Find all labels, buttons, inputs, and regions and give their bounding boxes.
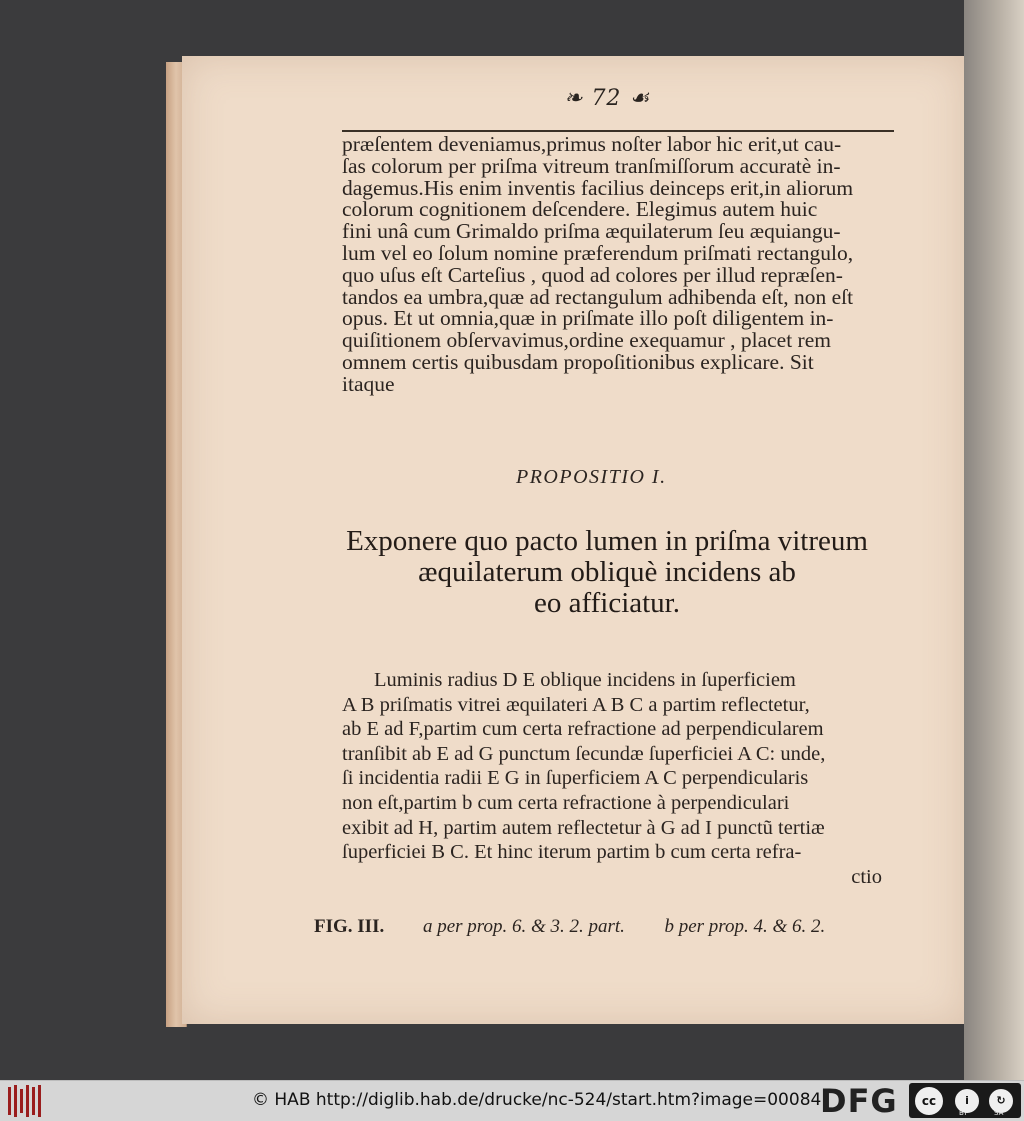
body-line: dagemus.His enim inventis facilius deinceps erit,in aliorum	[342, 175, 854, 200]
footnote-b: b per prop. 4. & 6. 2.	[664, 916, 826, 937]
title-line: Exponere quo pacto lumen in priſma vitreum	[346, 525, 868, 557]
catchword: ctio	[851, 865, 882, 888]
paragraph-line: A B priſmatis vitrei æquilateri A B C a partim reflectetur,	[342, 693, 810, 716]
scanner-background-left	[0, 0, 190, 1080]
cc-icon: cc	[913, 1085, 945, 1117]
figure-reference: FIG. III.	[314, 916, 385, 937]
paragraph-line: ſuperficiei B C. Et hinc iterum partim b cum certa refra-	[342, 841, 802, 864]
scanner-background-right	[964, 0, 1024, 1080]
proposition-heading: PROPOSITIO I.	[516, 466, 667, 488]
footnote-a: a per prop. 6. & 3. 2. part.	[422, 916, 625, 937]
paragraph-line: Luminis radius D E oblique incidens in ſuperficiem	[374, 669, 796, 691]
source-link[interactable]: © HAB http://diglib.hab.de/drucke/nc-524/start.htm?image=00084	[252, 1090, 822, 1110]
footnote	[314, 916, 825, 938]
body-line: tandos ea umbra,quæ ad rectangulum adhibenda eſt, non eſt	[342, 284, 854, 309]
body-line: quiſitionem obſervavimus,ordine exequamur , placet rem	[342, 328, 831, 353]
paragraph-line: tranſibit ab E ad G punctum ſecundæ ſuperficiei A C: unde,	[342, 742, 826, 765]
ornament-left-icon: ❧	[564, 86, 592, 111]
viewer-footer	[0, 1080, 1024, 1121]
body-line: fini unâ cum Grimaldo priſma æquilaterum ſeu æquiangu-	[342, 219, 841, 244]
title-line: æquilaterum obliquè incidens ab	[418, 556, 796, 588]
body-line: itaque	[342, 371, 395, 396]
body-text	[342, 134, 897, 396]
body-line: præſentem deveniamus,primus noſter labor hic erit,ut cau-	[342, 132, 842, 156]
paragraph-line: ſi incidentia radii E G in ſuperficiem A C perpendicularis	[342, 767, 809, 790]
dfg-logo: DFG	[820, 1082, 898, 1120]
hab-logo-icon	[6, 1085, 46, 1117]
license-sa-label: SA	[994, 1109, 1004, 1117]
body-line: colorum cognitionem deſcendere. Elegimus autem huic	[342, 197, 818, 222]
ornament-right-icon: ☙	[621, 86, 651, 111]
paragraph-line: exibit ad H, partim autem reflectetur à G ad I punctũ tertiæ	[342, 816, 825, 839]
attribution-icon: i	[953, 1087, 981, 1115]
title-line: eo afficiatur.	[533, 587, 680, 619]
paragraph-line: non eſt,partim b cum certa refractione à perpendiculari	[342, 791, 790, 814]
body-line: lum vel eo ſolum nomine præferendum priſmati rectangulo,	[342, 240, 854, 265]
share-alike-icon: ↻	[987, 1087, 1015, 1115]
page-number: ❧ 72 ☙	[564, 86, 651, 111]
paragraph-line: ab E ad F,partim cum certa refractione ad perpendicularem	[342, 718, 824, 741]
cc-license-badge[interactable]	[909, 1083, 1021, 1118]
book-page	[182, 56, 964, 1024]
body-line: omnem certis quibusdam propoſitionibus explicare. Sit	[342, 349, 814, 374]
paragraph	[342, 668, 882, 889]
proposition-title	[312, 526, 902, 619]
license-by-label: BY	[959, 1109, 968, 1117]
body-line: opus. Et ut omnia,quæ in priſmate illo poſt diligentem in-	[342, 306, 834, 331]
body-line: quo uſus eſt Carteſius , quod ad colores per illud repræſen-	[342, 262, 843, 287]
body-line: ſas colorum per priſma vitreum tranſmiſſorum accuratè in-	[342, 153, 841, 178]
